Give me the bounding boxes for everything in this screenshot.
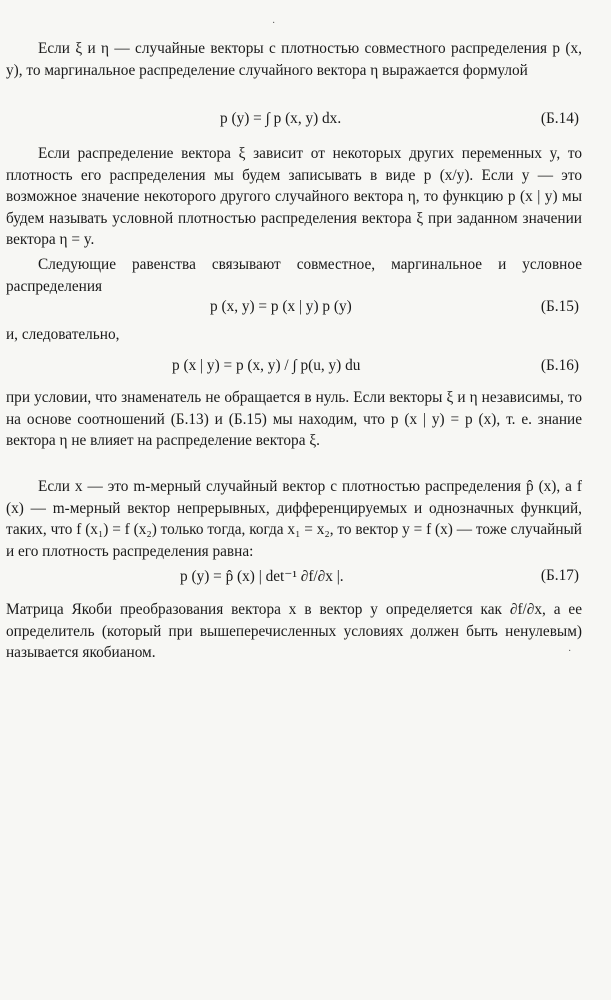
- paragraph-3: Следующие равенства связывают совместное, маргинальное и условное распределения: [6, 256, 582, 295]
- equation-b14-number: (Б.14): [540, 110, 579, 127]
- paragraph-6: Если x — это m-мерный случайный вектор с плотностью распределения p̂ (x), а f (x) — m-мерный вектор непрерывных, дифференцируемых и однозначных функций, таких, что f (x₁) = f (x₂) только тогда, когда x₁ = x₂, то вектор y = f (x) — тоже случайный и его плотность распределения равна:: [6, 478, 582, 560]
- equation-b14: [0, 110, 611, 132]
- equation-b15-formula: p (x, y) = p (x | y) p (y): [210, 298, 352, 315]
- paragraph-7: Матрица Якоби преобразования вектора x в вектор y определяется как ∂f/∂x, а ее определитель (который при вышеперечисленных условиях должен быть ненулевым) называется якобианом.: [6, 601, 582, 662]
- paragraph-4: и, следовательно,: [6, 326, 120, 343]
- paragraph-5: при условии, что знаменатель не обращается в нуль. Если векторы ξ и η независимы, то на основе соотношений (Б.13) и (Б.15) мы находим, что p (x | y) = p (x), т. е. знание вектора η не влияет на распределение вектора ξ.: [6, 389, 582, 450]
- equation-b15-number: (Б.15): [540, 298, 579, 315]
- equation-b16-number: (Б.16): [540, 357, 579, 374]
- equation-b15: [0, 298, 611, 320]
- paragraph-2: Если распределение вектора ξ зависит от некоторых других переменных y, то плотность его распределения мы будем записывать в виде p (x/y). Если y — это возможное значение некоторого другого случайного вектора η, то функцию p (x | y) мы будем называть условной плотностью распределения вектора ξ при заданном значении вектора η = y.: [6, 145, 582, 249]
- speck: ·: [272, 18, 276, 29]
- equation-b16-formula: p (x | y) = p (x, y) / ∫ p(u, y) du: [172, 357, 361, 374]
- equation-b17-formula: p (y) = p̂ (x) | det⁻¹ ∂f/∂x |.: [180, 568, 344, 585]
- equation-b14-formula: p (y) = ∫ p (x, y) dx.: [220, 110, 342, 127]
- speck: ·: [568, 646, 572, 657]
- equation-b16: [0, 357, 611, 379]
- paragraph-1: Если ξ и η — случайные векторы с плотностью совместного распределения p (x, y), то маргинальное распределение случайного вектора η выражается формулой: [6, 40, 582, 79]
- equation-b17-number: (Б.17): [540, 567, 579, 584]
- equation-b17: [0, 567, 611, 589]
